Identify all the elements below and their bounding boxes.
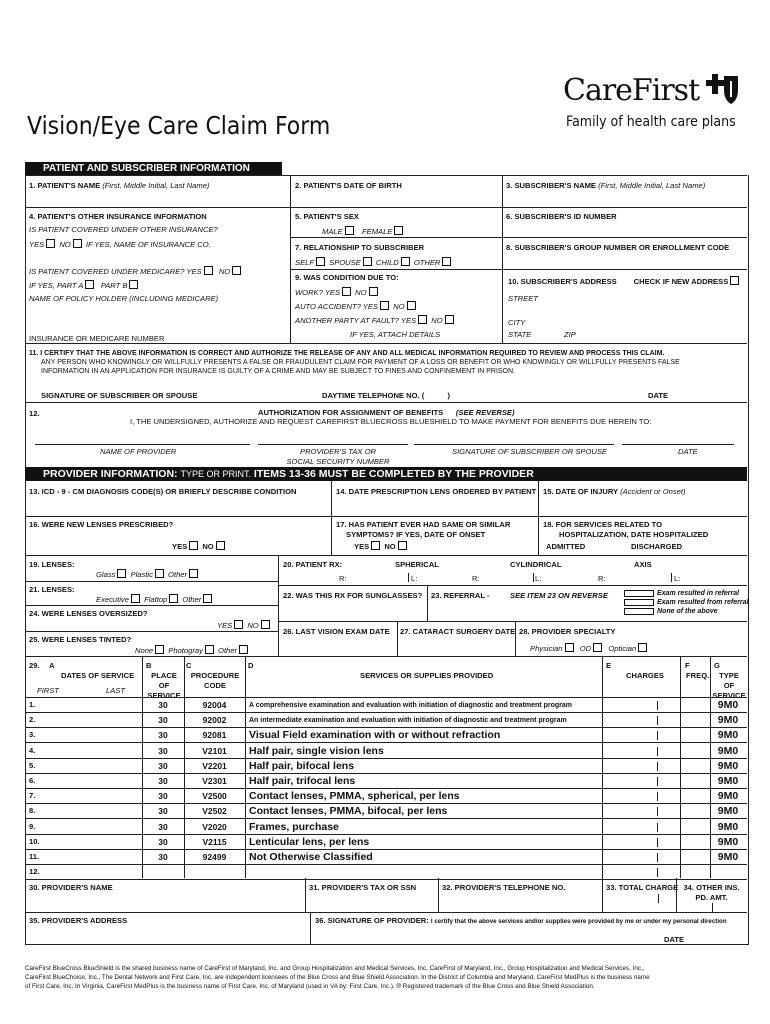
- date-of-service-cell[interactable]: [45, 850, 141, 864]
- insurance-number-label: INSURANCE OR MEDICARE NUMBER: [29, 334, 165, 343]
- assignment-signature-field[interactable]: SIGNATURE OF SUBSCRIBER OR SPOUSE: [452, 447, 607, 456]
- rx-axis-l[interactable]: L:: [674, 574, 681, 583]
- row-number: 3.: [29, 730, 36, 739]
- place-of-service-cell[interactable]: 30: [158, 700, 168, 710]
- glass-checkbox[interactable]: [117, 569, 126, 578]
- charges-cell[interactable]: [603, 774, 680, 788]
- table-row: [25, 865, 747, 880]
- other-lens-type-checkbox[interactable]: [203, 594, 212, 603]
- services-header-a: A: [49, 661, 55, 670]
- assignment-text: I, THE UNDERSIGNED, AUTHORIZE AND REQUEST CAREFIRST BLUECROSS BLUESHIELD TO MAKE PAYMENT FOR BENEFITS DUE HEREIN TO:: [130, 417, 652, 426]
- row-number: 2.: [29, 715, 36, 724]
- type-of-service-cell[interactable]: 9M0: [717, 699, 739, 711]
- place-of-service-cell[interactable]: 30: [158, 806, 168, 816]
- axis-header: AXIS: [634, 560, 652, 569]
- date-of-service-cell[interactable]: [45, 759, 141, 773]
- oversized-options: YES NO: [217, 620, 272, 631]
- date-of-service-cell[interactable]: [45, 789, 141, 803]
- other-insurance-answer: YES NO IF YES, NAME OF INSURANCE CO.: [29, 240, 211, 249]
- photogray-checkbox[interactable]: [205, 645, 214, 654]
- referral-see-note: SEE ITEM 23 ON REVERSE: [510, 591, 608, 600]
- date-of-service-cell[interactable]: [45, 698, 141, 712]
- cents-divider: [657, 747, 658, 756]
- table-row: [25, 804, 747, 819]
- charges-cell[interactable]: [603, 759, 680, 773]
- patient-section-title: PATIENT AND SUBSCRIBER INFORMATION: [43, 163, 250, 174]
- tint-none-checkbox[interactable]: [155, 645, 164, 654]
- work-no-checkbox[interactable]: [369, 287, 378, 296]
- male-checkbox[interactable]: [345, 226, 354, 235]
- field-similar-symptoms: 17. HAS PATIENT EVER HAD SAME OR SIMILAR SYMPTOMS? IF YES, DATE OF ONSET: [336, 520, 511, 539]
- field-condition-due-to: 9. WAS CONDITION DUE TO:: [295, 273, 399, 282]
- auto-yes-checkbox[interactable]: [380, 301, 389, 310]
- row-number: 10.: [29, 837, 40, 846]
- service-description-cell: Frames, purchase: [249, 821, 339, 833]
- procedure-code-cell[interactable]: V2020: [202, 822, 227, 832]
- sex-options: MALE FEMALE: [322, 226, 405, 237]
- relationship-options: SELF SPOUSE CHILD OTHER: [295, 257, 453, 268]
- rx-cylindrical-r[interactable]: R:: [472, 574, 480, 583]
- medicare-no-checkbox[interactable]: [232, 266, 241, 275]
- procedure-code-cell[interactable]: 92004: [202, 700, 227, 710]
- place-of-service-cell[interactable]: 30: [158, 791, 168, 801]
- field-prescription-date[interactable]: 14. DATE PRESCRIPTION LENS ORDERED BY PATIENT: [336, 487, 537, 496]
- procedure-code-cell[interactable]: V2101: [202, 746, 227, 756]
- place-of-service-cell[interactable]: 30: [158, 761, 168, 771]
- row-number: 5.: [29, 761, 36, 770]
- charges-cell[interactable]: [603, 865, 680, 879]
- type-of-service-cell[interactable]: 9M0: [717, 805, 739, 817]
- field-lenses-19: 19. LENSES:: [29, 560, 75, 569]
- field-provider-name[interactable]: 30. PROVIDER'S NAME: [29, 883, 113, 892]
- cents-divider: [657, 716, 658, 725]
- first-date-header: FIRST: [37, 686, 59, 695]
- services-header-g: G: [714, 661, 720, 670]
- state-label[interactable]: STATE: [508, 330, 532, 339]
- field-subscriber-address: 10. SUBSCRIBER'S ADDRESS CHECK IF NEW ADDRESS: [508, 276, 741, 287]
- street-label[interactable]: STREET: [508, 294, 538, 303]
- attach-details-note: IF YES, ATTACH DETAILS: [350, 330, 441, 339]
- row-number: 12.: [29, 867, 40, 876]
- referral-none-checkbox[interactable]: [624, 608, 654, 615]
- certify-date-field[interactable]: DATE: [648, 391, 669, 400]
- procedure-code-cell[interactable]: V2301: [202, 776, 227, 786]
- field-total-charge[interactable]: 33. TOTAL CHARGE: [606, 883, 679, 892]
- table-row: [25, 820, 747, 835]
- services-header-29: 29.: [29, 661, 40, 670]
- procedure-code-cell[interactable]: V2115: [202, 837, 227, 847]
- procedure-code-cell[interactable]: V2201: [202, 761, 227, 771]
- table-row: [25, 835, 747, 850]
- field-provider-specialty: 28. PROVIDER SPECIALTY: [519, 627, 616, 636]
- legal-footer: [25, 964, 747, 991]
- type-of-service-cell[interactable]: 9M0: [717, 760, 739, 772]
- field-lenses-21: 21. LENSES:: [29, 585, 75, 594]
- oversized-yes-checkbox[interactable]: [234, 620, 243, 629]
- services-header-c: C: [186, 661, 192, 670]
- row-number: 9.: [29, 822, 36, 831]
- admitted-field[interactable]: ADMITTED: [546, 542, 586, 551]
- table-row: [25, 728, 747, 743]
- field-provider-phone[interactable]: 32. PROVIDER'S TELEPHONE NO.: [442, 883, 566, 892]
- other-insurance-yes-checkbox[interactable]: [46, 239, 55, 248]
- cylindrical-header: CYLINDRICAL: [510, 560, 562, 569]
- service-description-cell: Visual Field examination with or without refraction: [249, 729, 501, 741]
- form-title: Vision/Eye Care Claim Form: [27, 111, 331, 140]
- row-number: 6.: [29, 776, 36, 785]
- place-of-service-cell[interactable]: 30: [158, 746, 168, 756]
- medicare-yes-checkbox[interactable]: [204, 266, 213, 275]
- daytime-phone-field[interactable]: DAYTIME TELEPHONE NO. ( ): [322, 391, 450, 400]
- certify-line-1: 11. I CERTIFY THAT THE ABOVE INFORMATION IS CORRECT AND AUTHORIZE THE RELEASE OF ANY AND ALL MEDICAL INFORMATION REQUIRED TO REVIEW AND PROCESS THIS CLAIM.: [29, 350, 665, 357]
- cents-divider: [657, 853, 658, 862]
- date-of-service-cell[interactable]: [45, 744, 141, 758]
- field-other-insurance: 4. PATIENT'S OTHER INSURANCE INFORMATION: [29, 212, 207, 221]
- assignment-number: 12.: [29, 409, 40, 418]
- row-number: 7.: [29, 791, 36, 800]
- place-of-service-cell[interactable]: 30: [158, 776, 168, 786]
- self-checkbox[interactable]: [316, 257, 325, 266]
- footer-line-1: CareFirst BlueCross BlueShield is the shared business name of CareFirst of Maryland, Inc. and Group Hospitalization and Medical Services, Inc. CareFirst of Maryland, Inc., Group Hospitalization and Medical Services, Inc.,: [25, 965, 645, 972]
- city-label[interactable]: CITY: [508, 318, 526, 327]
- services-header-f: F: [685, 661, 690, 670]
- services-header-e: E: [606, 661, 612, 670]
- brand-logo: [563, 72, 748, 134]
- referral-option-1: Exam resulted in referral: [624, 589, 739, 598]
- spherical-header: SPHERICAL: [395, 560, 439, 569]
- procedure-code-cell[interactable]: 92002: [202, 715, 227, 725]
- policy-holder-label: NAME OF POLICY HOLDER (INCLUDING MEDICARE): [29, 294, 219, 303]
- field-referral: 23. REFERRAL -: [431, 591, 490, 600]
- another-yes-checkbox[interactable]: [418, 315, 427, 324]
- part-a-checkbox[interactable]: [85, 280, 94, 289]
- date-of-service-cell[interactable]: [45, 835, 141, 849]
- dates-of-service-header: DATES OF SERVICE: [61, 671, 135, 680]
- auto-question: AUTO ACCIDENT? YES NO: [295, 301, 418, 312]
- charges-cell[interactable]: [603, 850, 680, 864]
- physician-checkbox[interactable]: [565, 643, 574, 652]
- other-insurance-question: IS PATIENT COVERED UNDER OTHER INSURANCE?: [29, 225, 218, 234]
- charges-cell[interactable]: [603, 728, 680, 742]
- cents-divider: [657, 868, 658, 877]
- table-row: [25, 789, 747, 804]
- place-of-service-header: PLACE OF SERVICE: [147, 671, 181, 700]
- last-date-header: LAST: [106, 686, 125, 695]
- tint-options: None Photogray Other: [135, 645, 250, 656]
- type-of-service-cell[interactable]: 9M0: [717, 745, 739, 757]
- service-description-cell: An intermediate examination and evaluation with initiation of diagnostic and treatment program: [249, 717, 567, 724]
- field-provider-address[interactable]: 35. PROVIDER'S ADDRESS: [29, 916, 128, 925]
- field-patient-rx: 20. PATIENT RX:: [283, 560, 343, 569]
- new-address-checkbox[interactable]: [730, 276, 739, 285]
- field-cataract-surgery[interactable]: 27. CATARACT SURGERY DATE: [400, 627, 516, 636]
- place-of-service-cell[interactable]: 30: [158, 822, 168, 832]
- type-of-service-cell[interactable]: 9M0: [717, 729, 739, 741]
- child-checkbox[interactable]: [401, 257, 410, 266]
- rx-axis-r[interactable]: R:: [598, 574, 606, 583]
- another-party-question: ANOTHER PARTY AT FAULT? YES NO: [295, 315, 456, 326]
- place-of-service-cell[interactable]: 30: [158, 715, 168, 725]
- field-diagnosis[interactable]: 13. ICD - 9 - CM DIAGNOSIS CODE(S) OR BRIEFLY DESCRIBE CONDITION: [29, 487, 297, 496]
- oversized-no-checkbox[interactable]: [261, 620, 270, 629]
- flattop-checkbox[interactable]: [169, 594, 178, 603]
- od-checkbox[interactable]: [593, 643, 602, 652]
- type-of-service-header: TYPE OF SERVICE: [712, 671, 746, 700]
- subscriber-signature-field[interactable]: SIGNATURE OF SUBSCRIBER OR SPOUSE: [41, 391, 198, 400]
- similar-symptoms-options: YES NO: [354, 541, 409, 552]
- rx-cylindrical-l[interactable]: L:: [535, 574, 542, 583]
- row-number: 1.: [29, 700, 36, 709]
- service-description-cell: Contact lenses, PMMA, bifocal, per lens: [249, 805, 448, 817]
- field-tinted: 25. WERE LENSES TINTED?: [29, 635, 132, 644]
- referral-option-3: None of the above: [624, 607, 718, 616]
- row-number: 11.: [29, 852, 40, 861]
- certify-line-2: ANY PERSON WHO KNOWINGLY OR WILLFULLY PRESENTS A FALSE OR FRAUDULENT CLAIM FOR PAYMENT OF A LOSS OR BENEFIT OR WHO KNOWINGLY OR WILLFULLY PRESENTS FALSE: [41, 359, 680, 366]
- executive-checkbox[interactable]: [131, 594, 140, 603]
- cents-divider: [657, 792, 658, 801]
- new-lenses-no-checkbox[interactable]: [216, 541, 225, 550]
- row-number: 8.: [29, 806, 36, 815]
- charges-cell[interactable]: [603, 744, 680, 758]
- part-b-checkbox[interactable]: [129, 280, 138, 289]
- table-row: [25, 744, 747, 759]
- table-row: [25, 759, 747, 774]
- spouse-checkbox[interactable]: [363, 257, 372, 266]
- field-provider-signature[interactable]: 36. SIGNATURE OF PROVIDER: I certify that the above services and/or supplies were provided by me or under my personal direction: [315, 916, 727, 925]
- field-group-number[interactable]: 8. SUBSCRIBER'S GROUP NUMBER OR ENROLLMENT CODE: [506, 243, 730, 252]
- field-subscriber-id[interactable]: 6. SUBSCRIBER'S ID NUMBER: [506, 212, 617, 221]
- procedure-code-header: PROCEDURE CODE: [190, 671, 240, 690]
- type-of-service-cell[interactable]: 9M0: [717, 821, 739, 833]
- plastic-checkbox[interactable]: [155, 569, 164, 578]
- assignment-date-field[interactable]: DATE: [678, 447, 698, 456]
- zip-label[interactable]: ZIP: [564, 330, 576, 339]
- cents-divider: [657, 731, 658, 740]
- other-relationship-checkbox[interactable]: [442, 257, 451, 266]
- type-of-service-cell[interactable]: 9M0: [717, 851, 739, 863]
- charges-cell[interactable]: [603, 804, 680, 818]
- cents-divider: [657, 823, 658, 832]
- another-no-checkbox[interactable]: [445, 315, 454, 324]
- procedure-code-cell[interactable]: 92499: [202, 852, 227, 862]
- medicare-parts: IF YES, PART A PART B: [29, 280, 140, 291]
- date-of-service-cell[interactable]: [45, 820, 141, 834]
- provider-name-field[interactable]: NAME OF PROVIDER: [100, 447, 177, 456]
- field-patient-name[interactable]: 1. PATIENT'S NAME (First, Middle Initial, Last Name): [29, 181, 210, 190]
- field-subscriber-name[interactable]: 3. SUBSCRIBER'S NAME (First, Middle Initial, Last Name): [506, 181, 706, 190]
- symptoms-no-checkbox[interactable]: [398, 541, 407, 550]
- date-of-service-cell[interactable]: [45, 804, 141, 818]
- field-provider-tax[interactable]: 31. PROVIDER'S TAX OR SSN: [309, 883, 417, 892]
- female-checkbox[interactable]: [394, 226, 403, 235]
- charges-cell[interactable]: [603, 789, 680, 803]
- brand-name: CareFirst: [563, 73, 700, 108]
- service-description-cell: Lenticular lens, per lens: [249, 836, 370, 848]
- services-provided-header: SERVICES OR SUPPLIES PROVIDED: [360, 671, 494, 680]
- other-tint-checkbox[interactable]: [239, 645, 248, 654]
- new-lenses-options: YES NO: [172, 541, 227, 552]
- services-header-b: B: [146, 661, 152, 670]
- specialty-options: Physician OD Optician: [530, 643, 649, 654]
- service-description-cell: A comprehensive examination and evaluation with initiation of diagnostic and treatment program: [249, 702, 572, 709]
- charges-cell[interactable]: [603, 835, 680, 849]
- service-description-cell: Half pair, single vision lens: [249, 745, 384, 757]
- place-of-service-cell[interactable]: 30: [158, 837, 168, 847]
- optician-checkbox[interactable]: [638, 643, 647, 652]
- field-other-ins-paid[interactable]: 34. OTHER INS. PD. AMT.: [683, 883, 740, 902]
- table-row: [25, 774, 747, 789]
- field-new-lenses: 16. WERE NEW LENSES PRESCRIBED?: [29, 520, 174, 529]
- charges-header: CHARGES: [626, 671, 664, 680]
- services-header-d: D: [248, 661, 254, 670]
- procedure-code-cell[interactable]: V2502: [202, 806, 227, 816]
- cents-divider: [657, 701, 658, 710]
- assignment-title: AUTHORIZATION FOR ASSIGNMENT OF BENEFITS (SEE REVERSE): [258, 408, 515, 417]
- brand-tagline: Family of health care plans: [566, 114, 736, 130]
- procedure-code-cell[interactable]: V2500: [202, 791, 227, 801]
- procedure-code-cell[interactable]: 92081: [202, 730, 227, 740]
- type-of-service-cell[interactable]: 9M0: [717, 714, 739, 726]
- field-patient-sex: 5. PATIENT'S SEX: [295, 212, 359, 221]
- field-hospitalization: 18. FOR SERVICES RELATED TO HOSPITALIZATION, DATE HOSPITALIZED: [543, 520, 709, 539]
- date-of-service-cell[interactable]: [45, 865, 141, 879]
- freq-header: FREQ.: [686, 671, 710, 680]
- cents-divider: [657, 807, 658, 816]
- lens-material-options: Glass Plastic Other: [96, 569, 200, 580]
- work-question: WORK? YES NO: [295, 287, 380, 298]
- type-of-service-cell[interactable]: 9M0: [717, 836, 739, 848]
- charges-cell[interactable]: [603, 698, 680, 712]
- charges-cell[interactable]: [603, 713, 680, 727]
- patient-section-header: [25, 162, 282, 175]
- medicare-question: IS PATIENT COVERED UNDER MEDICARE? YES NO: [29, 266, 243, 277]
- footer-line-2: CareFirst BlueChoice, Inc., The Dental Network and First Care, Inc. are independent licensees of the Blue Cross and Blue Shield Association. In the District of Columbia and Maryland, CareFirst MedPlus is the business name: [25, 974, 650, 981]
- date-of-service-cell[interactable]: [45, 728, 141, 742]
- rx-spherical-l[interactable]: L:: [411, 574, 418, 583]
- cross-shield-icon: [700, 72, 740, 106]
- charges-cell[interactable]: [603, 820, 680, 834]
- provider-section-header: PROVIDER INFORMATION: TYPE OR PRINT. ITEMS 13-36 MUST BE COMPLETED BY THE PROVIDER: [25, 467, 747, 481]
- table-row: [25, 713, 747, 728]
- date-of-service-cell[interactable]: [45, 713, 141, 727]
- symptoms-yes-checkbox[interactable]: [371, 541, 380, 550]
- field-patient-dob[interactable]: 2. PATIENT'S DATE OF BIRTH: [295, 181, 402, 190]
- referral-option-2: Exam resulted from referral: [624, 598, 748, 607]
- new-lenses-yes-checkbox[interactable]: [189, 541, 198, 550]
- cents-divider: [657, 777, 658, 786]
- field-relationship: 7. RELATIONSHIP TO SUBSCRIBER: [295, 243, 425, 252]
- date-of-service-cell[interactable]: [45, 774, 141, 788]
- place-of-service-cell[interactable]: 30: [158, 730, 168, 740]
- table-row: [25, 698, 747, 713]
- other-insurance-no-checkbox[interactable]: [73, 239, 82, 248]
- rx-spherical-r[interactable]: R:: [339, 574, 347, 583]
- cents-divider: [657, 838, 658, 847]
- provider-tax-field[interactable]: PROVIDER'S TAX OR SOCIAL SECURITY NUMBER: [286, 447, 390, 466]
- auto-no-checkbox[interactable]: [407, 301, 416, 310]
- row-number: 4.: [29, 746, 36, 755]
- field-oversized: 24. WERE LENSES OVERSIZED?: [29, 609, 148, 618]
- work-yes-checkbox[interactable]: [342, 287, 351, 296]
- type-of-service-cell[interactable]: 9M0: [717, 790, 739, 802]
- service-description-cell: Not Otherwise Classified: [249, 851, 373, 863]
- provider-signature-date[interactable]: DATE: [664, 935, 685, 944]
- field-sunglasses[interactable]: 22. WAS THIS RX FOR SUNGLASSES?: [283, 591, 423, 600]
- cents-divider: [657, 762, 658, 771]
- referral-in-checkbox[interactable]: [624, 590, 654, 597]
- referral-from-checkbox[interactable]: [624, 599, 654, 606]
- service-description-cell: Half pair, trifocal lens: [249, 775, 356, 787]
- certify-line-3: INFORMATION IN AN APPLICATION FOR INSURANCE IS GUILTY OF A CRIME AND MAY BE SUBJECT TO FINES AND CONFINEMENT IN PRISON.: [41, 368, 516, 375]
- place-of-service-cell[interactable]: 30: [158, 852, 168, 862]
- field-last-exam[interactable]: 26. LAST VISION EXAM DATE: [283, 627, 390, 636]
- service-description-cell: Half pair, bifocal lens: [249, 760, 355, 772]
- type-of-service-cell[interactable]: 9M0: [717, 775, 739, 787]
- field-injury-date[interactable]: 15. DATE OF INJURY (Accident or Onset): [543, 487, 686, 496]
- other-lens-checkbox[interactable]: [189, 569, 198, 578]
- discharged-field[interactable]: DISCHARGED: [631, 542, 683, 551]
- table-row: [25, 850, 747, 865]
- lens-type-options: Executive Flattop Other: [96, 594, 214, 605]
- footer-line-3: of First Care, Inc. In Virginia, CareFirst MedPlus is the business name of First Care, Inc. of Maryland (used in VA by: First Care, Inc.). ® Registered trademark of the Blue Cross and Blue Shield Association.: [25, 983, 595, 990]
- service-description-cell: Contact lenses, PMMA, spherical, per lens: [249, 790, 460, 802]
